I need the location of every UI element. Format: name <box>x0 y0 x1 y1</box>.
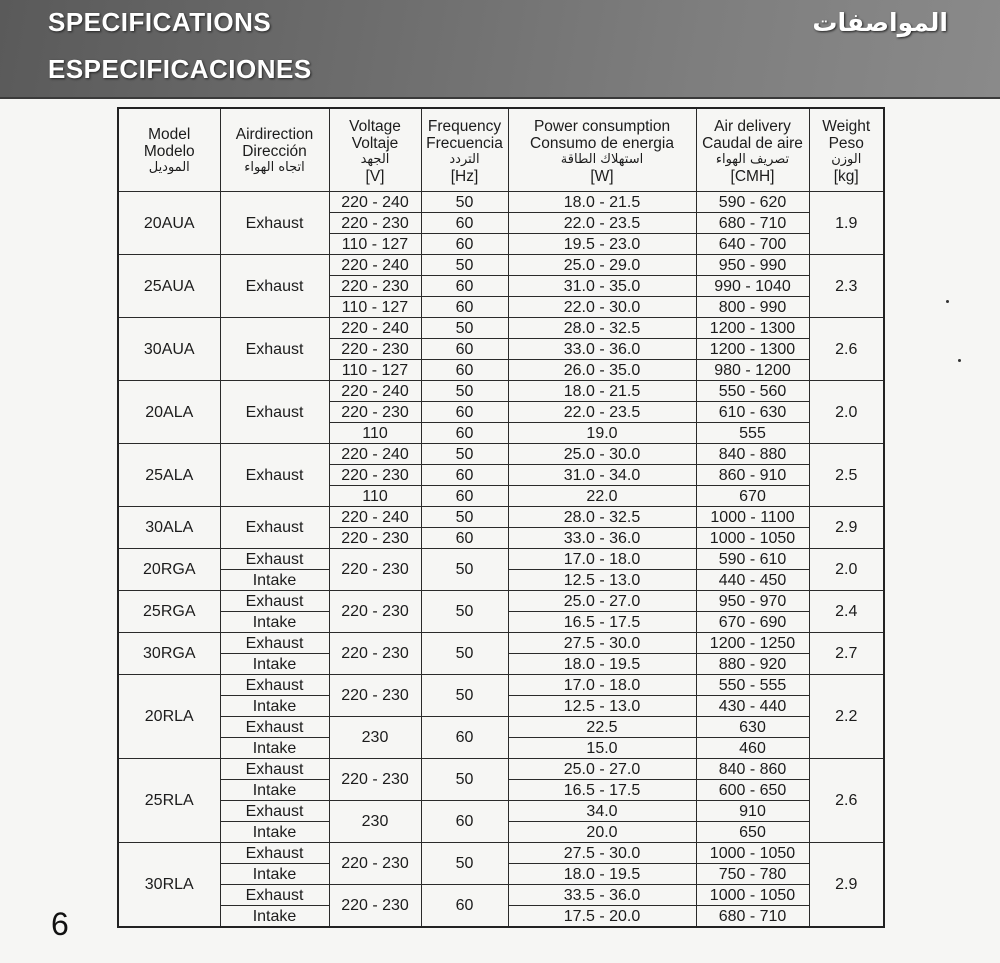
table-row <box>118 255 884 276</box>
airdirection-cell: Intake <box>220 738 329 759</box>
air-delivery-cell: 680 - 710 <box>696 213 809 234</box>
power-cell: 22.0 - 23.5 <box>508 213 696 234</box>
airdirection-cell: Intake <box>220 570 329 591</box>
table-header-row <box>118 108 884 192</box>
weight-cell: 2.7 <box>809 633 884 675</box>
frequency-cell: 60 <box>421 528 508 549</box>
voltage-cell: 110 - 127 <box>329 234 421 255</box>
airdirection-cell: Exhaust <box>220 192 329 255</box>
airdirection-cell: Intake <box>220 654 329 675</box>
weight-cell: 2.4 <box>809 591 884 633</box>
weight-cell: 2.0 <box>809 381 884 444</box>
power-cell: 16.5 - 17.5 <box>508 780 696 801</box>
power-cell: 19.5 - 23.0 <box>508 234 696 255</box>
air-delivery-cell: 650 <box>696 822 809 843</box>
frequency-cell: 50 <box>421 444 508 465</box>
model-cell: 30ALA <box>118 507 220 549</box>
airdirection-cell: Exhaust <box>220 759 329 780</box>
model-cell: 20RGA <box>118 549 220 591</box>
power-cell: 17.5 - 20.0 <box>508 906 696 928</box>
airdirection-cell: Exhaust <box>220 843 329 864</box>
power-cell: 22.0 - 30.0 <box>508 297 696 318</box>
frequency-cell: 60 <box>421 717 508 759</box>
voltage-cell: 220 - 230 <box>329 759 421 801</box>
power-cell: 18.0 - 21.5 <box>508 192 696 213</box>
voltage-cell: 220 - 230 <box>329 402 421 423</box>
air-delivery-cell: 880 - 920 <box>696 654 809 675</box>
weight-cell: 2.5 <box>809 444 884 507</box>
frequency-cell: 50 <box>421 318 508 339</box>
air-delivery-cell: 550 - 560 <box>696 381 809 402</box>
voltage-cell: 220 - 230 <box>329 633 421 675</box>
air-delivery-cell: 680 - 710 <box>696 906 809 928</box>
airdirection-cell: Exhaust <box>220 444 329 507</box>
airdirection-cell: Exhaust <box>220 633 329 654</box>
air-delivery-cell: 950 - 970 <box>696 591 809 612</box>
airdirection-cell: Exhaust <box>220 885 329 906</box>
model-cell: 30RGA <box>118 633 220 675</box>
page-number: 6 <box>51 906 69 942</box>
voltage-cell: 220 - 240 <box>329 507 421 528</box>
power-cell: 28.0 - 32.5 <box>508 507 696 528</box>
power-cell: 17.0 - 18.0 <box>508 675 696 696</box>
table-row <box>118 843 884 864</box>
column-header-voltage: Voltage Voltaje الجهد [V] <box>329 108 421 192</box>
air-delivery-cell: 800 - 990 <box>696 297 809 318</box>
model-cell: 25AUA <box>118 255 220 318</box>
voltage-cell: 220 - 230 <box>329 339 421 360</box>
table-row <box>118 717 884 738</box>
voltage-cell: 220 - 240 <box>329 444 421 465</box>
power-cell: 34.0 <box>508 801 696 822</box>
power-cell: 22.0 - 23.5 <box>508 402 696 423</box>
airdirection-cell: Exhaust <box>220 675 329 696</box>
table-row <box>118 381 884 402</box>
power-cell: 19.0 <box>508 423 696 444</box>
airdirection-cell: Exhaust <box>220 801 329 822</box>
frequency-cell: 60 <box>421 423 508 444</box>
air-delivery-cell: 1000 - 1100 <box>696 507 809 528</box>
power-cell: 28.0 - 32.5 <box>508 318 696 339</box>
airdirection-cell: Intake <box>220 780 329 801</box>
air-delivery-cell: 640 - 700 <box>696 234 809 255</box>
air-delivery-cell: 600 - 650 <box>696 780 809 801</box>
voltage-cell: 220 - 230 <box>329 675 421 717</box>
voltage-cell: 220 - 230 <box>329 591 421 633</box>
air-delivery-cell: 1200 - 1250 <box>696 633 809 654</box>
table-row <box>118 591 884 612</box>
air-delivery-cell: 670 <box>696 486 809 507</box>
air-delivery-cell: 750 - 780 <box>696 864 809 885</box>
voltage-cell: 230 <box>329 717 421 759</box>
frequency-cell: 50 <box>421 549 508 591</box>
airdirection-cell: Intake <box>220 822 329 843</box>
model-cell: 30RLA <box>118 843 220 928</box>
frequency-cell: 60 <box>421 339 508 360</box>
air-delivery-cell: 950 - 990 <box>696 255 809 276</box>
speck <box>946 300 949 303</box>
table-row <box>118 444 884 465</box>
table-row <box>118 549 884 570</box>
title-english: SPECIFICATIONS <box>48 7 272 37</box>
power-cell: 31.0 - 35.0 <box>508 276 696 297</box>
model-cell: 30AUA <box>118 318 220 381</box>
voltage-cell: 220 - 230 <box>329 885 421 928</box>
air-delivery-cell: 440 - 450 <box>696 570 809 591</box>
frequency-cell: 50 <box>421 192 508 213</box>
power-cell: 12.5 - 13.0 <box>508 570 696 591</box>
air-delivery-cell: 555 <box>696 423 809 444</box>
airdirection-cell: Intake <box>220 864 329 885</box>
frequency-cell: 50 <box>421 843 508 885</box>
power-cell: 22.0 <box>508 486 696 507</box>
table-row <box>118 192 884 213</box>
airdirection-cell: Exhaust <box>220 507 329 549</box>
voltage-cell: 220 - 230 <box>329 213 421 234</box>
voltage-cell: 110 <box>329 486 421 507</box>
power-cell: 15.0 <box>508 738 696 759</box>
weight-cell: 1.9 <box>809 192 884 255</box>
model-cell: 25RLA <box>118 759 220 843</box>
frequency-cell: 60 <box>421 465 508 486</box>
weight-cell: 2.9 <box>809 507 884 549</box>
frequency-cell: 60 <box>421 885 508 928</box>
column-header-weight: Weight Peso الوزن [kg] <box>809 108 884 192</box>
air-delivery-cell: 1200 - 1300 <box>696 318 809 339</box>
voltage-cell: 220 - 240 <box>329 255 421 276</box>
air-delivery-cell: 990 - 1040 <box>696 276 809 297</box>
air-delivery-cell: 590 - 610 <box>696 549 809 570</box>
airdirection-cell: Intake <box>220 906 329 928</box>
weight-cell: 2.6 <box>809 318 884 381</box>
power-cell: 20.0 <box>508 822 696 843</box>
specifications-table <box>117 107 885 928</box>
power-cell: 17.0 - 18.0 <box>508 549 696 570</box>
frequency-cell: 60 <box>421 213 508 234</box>
table-row <box>118 675 884 696</box>
table-row <box>118 318 884 339</box>
airdirection-cell: Exhaust <box>220 318 329 381</box>
air-delivery-cell: 1000 - 1050 <box>696 528 809 549</box>
power-cell: 25.0 - 29.0 <box>508 255 696 276</box>
power-cell: 25.0 - 27.0 <box>508 591 696 612</box>
frequency-cell: 60 <box>421 486 508 507</box>
frequency-cell: 60 <box>421 234 508 255</box>
power-cell: 12.5 - 13.0 <box>508 696 696 717</box>
column-header-air-delivery: Air delivery Caudal de aire تصريف الهواء [CMH] <box>696 108 809 192</box>
frequency-cell: 50 <box>421 507 508 528</box>
voltage-cell: 110 - 127 <box>329 360 421 381</box>
airdirection-cell: Exhaust <box>220 549 329 570</box>
table-row <box>118 633 884 654</box>
airdirection-cell: Exhaust <box>220 591 329 612</box>
power-cell: 16.5 - 17.5 <box>508 612 696 633</box>
voltage-cell: 220 - 240 <box>329 381 421 402</box>
table-row <box>118 801 884 822</box>
power-cell: 31.0 - 34.0 <box>508 465 696 486</box>
column-header-power: Power consumption Consumo de energia استهلاك الطاقة [W] <box>508 108 696 192</box>
air-delivery-cell: 910 <box>696 801 809 822</box>
voltage-cell: 220 - 230 <box>329 528 421 549</box>
voltage-cell: 220 - 230 <box>329 276 421 297</box>
airdirection-cell: Exhaust <box>220 255 329 318</box>
table-body <box>118 192 884 928</box>
power-cell: 22.5 <box>508 717 696 738</box>
weight-cell: 2.2 <box>809 675 884 759</box>
air-delivery-cell: 460 <box>696 738 809 759</box>
voltage-cell: 110 - 127 <box>329 297 421 318</box>
frequency-cell: 60 <box>421 276 508 297</box>
weight-cell: 2.3 <box>809 255 884 318</box>
speck <box>958 359 961 362</box>
weight-cell: 2.6 <box>809 759 884 843</box>
airdirection-cell: Exhaust <box>220 717 329 738</box>
frequency-cell: 60 <box>421 297 508 318</box>
air-delivery-cell: 860 - 910 <box>696 465 809 486</box>
voltage-cell: 220 - 240 <box>329 318 421 339</box>
air-delivery-cell: 980 - 1200 <box>696 360 809 381</box>
power-cell: 18.0 - 19.5 <box>508 654 696 675</box>
frequency-cell: 60 <box>421 360 508 381</box>
air-delivery-cell: 610 - 630 <box>696 402 809 423</box>
frequency-cell: 50 <box>421 381 508 402</box>
model-cell: 20ALA <box>118 381 220 444</box>
power-cell: 25.0 - 30.0 <box>508 444 696 465</box>
air-delivery-cell: 670 - 690 <box>696 612 809 633</box>
air-delivery-cell: 1000 - 1050 <box>696 885 809 906</box>
voltage-cell: 110 <box>329 423 421 444</box>
table-row <box>118 885 884 906</box>
table-row <box>118 759 884 780</box>
frequency-cell: 60 <box>421 801 508 843</box>
air-delivery-cell: 430 - 440 <box>696 696 809 717</box>
power-cell: 27.5 - 30.0 <box>508 843 696 864</box>
power-cell: 33.5 - 36.0 <box>508 885 696 906</box>
air-delivery-cell: 550 - 555 <box>696 675 809 696</box>
voltage-cell: 220 - 230 <box>329 465 421 486</box>
frequency-cell: 60 <box>421 402 508 423</box>
air-delivery-cell: 630 <box>696 717 809 738</box>
frequency-cell: 50 <box>421 759 508 801</box>
voltage-cell: 220 - 230 <box>329 549 421 591</box>
airdirection-cell: Intake <box>220 612 329 633</box>
frequency-cell: 50 <box>421 675 508 717</box>
header-banner <box>0 0 1000 99</box>
air-delivery-cell: 1000 - 1050 <box>696 843 809 864</box>
power-cell: 18.0 - 21.5 <box>508 381 696 402</box>
frequency-cell: 50 <box>421 633 508 675</box>
power-cell: 33.0 - 36.0 <box>508 339 696 360</box>
weight-cell: 2.0 <box>809 549 884 591</box>
air-delivery-cell: 840 - 880 <box>696 444 809 465</box>
airdirection-cell: Intake <box>220 696 329 717</box>
power-cell: 27.5 - 30.0 <box>508 633 696 654</box>
model-cell: 25ALA <box>118 444 220 507</box>
air-delivery-cell: 840 - 860 <box>696 759 809 780</box>
air-delivery-cell: 1200 - 1300 <box>696 339 809 360</box>
power-cell: 33.0 - 36.0 <box>508 528 696 549</box>
voltage-cell: 220 - 230 <box>329 843 421 885</box>
column-header-frequency: Frequency Frecuencia التردد [Hz] <box>421 108 508 192</box>
weight-cell: 2.9 <box>809 843 884 928</box>
air-delivery-cell: 590 - 620 <box>696 192 809 213</box>
power-cell: 26.0 - 35.0 <box>508 360 696 381</box>
table-row <box>118 507 884 528</box>
voltage-cell: 230 <box>329 801 421 843</box>
voltage-cell: 220 - 240 <box>329 192 421 213</box>
model-cell: 20RLA <box>118 675 220 759</box>
frequency-cell: 50 <box>421 255 508 276</box>
model-cell: 25RGA <box>118 591 220 633</box>
power-cell: 18.0 - 19.5 <box>508 864 696 885</box>
power-cell: 25.0 - 27.0 <box>508 759 696 780</box>
title-spanish: ESPECIFICACIONES <box>48 54 312 84</box>
model-cell: 20AUA <box>118 192 220 255</box>
frequency-cell: 50 <box>421 591 508 633</box>
column-header-model: Model Modelo الموديل <box>118 108 220 192</box>
title-arabic: المواصفات <box>812 8 948 37</box>
airdirection-cell: Exhaust <box>220 381 329 444</box>
column-header-airdirection: Airdirection Dirección اتجاه الهواء <box>220 108 329 192</box>
